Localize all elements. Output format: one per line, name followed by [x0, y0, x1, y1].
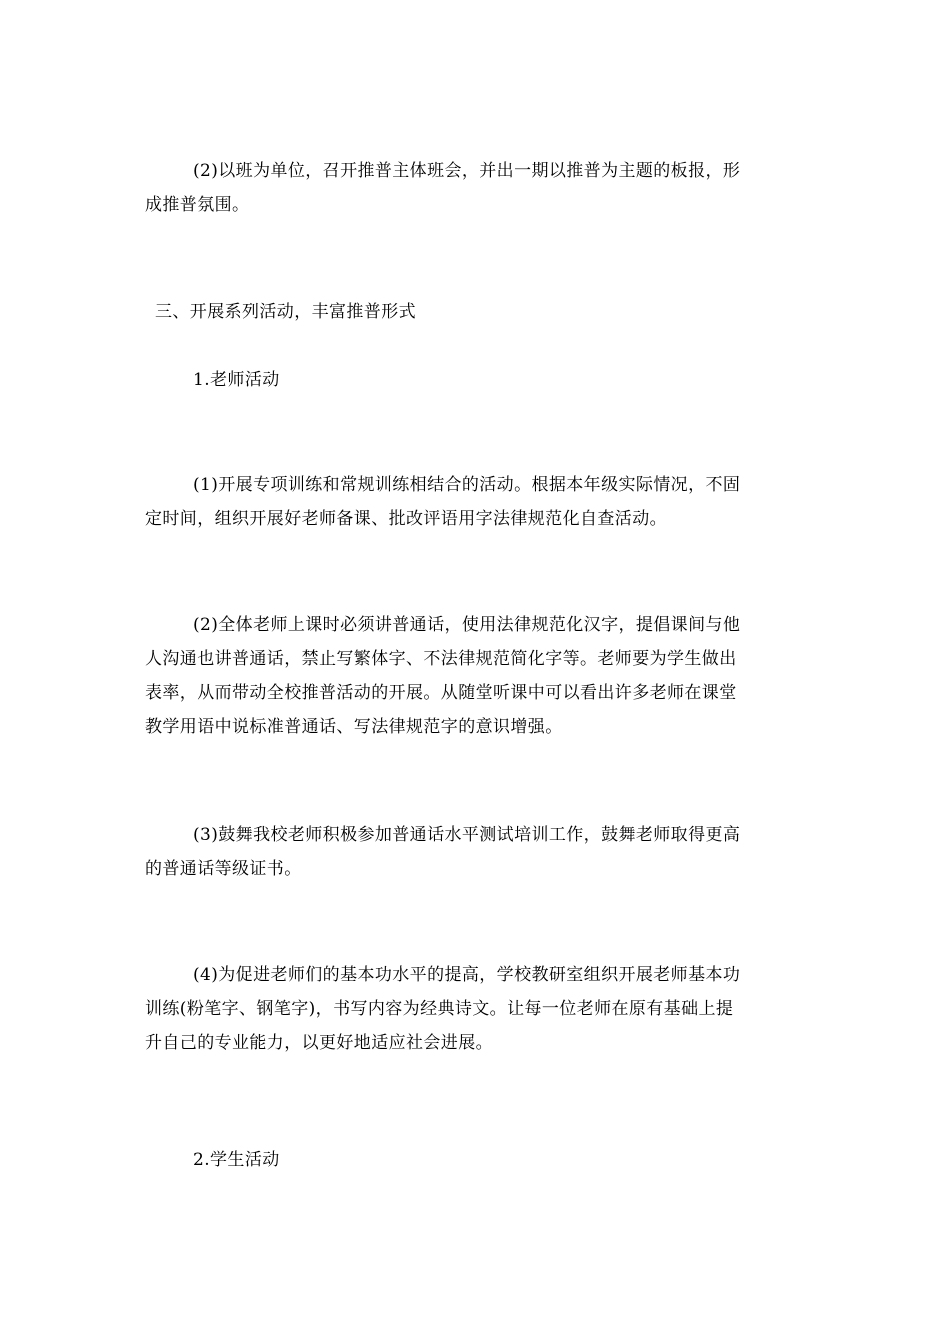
text-line: 表率，从而带动全校推普活动的开展。从随堂听课中可以看出许多老师在课堂: [145, 683, 737, 703]
text-line: 的普通话等级证书。: [145, 859, 302, 879]
text-line: (2)以班为单位，召开推普主体班会，并出一期以推普为主题的板报，形: [193, 161, 741, 181]
text-line: 成推普氛围。: [145, 195, 250, 215]
paragraph-teacher-skills: [145, 958, 805, 1060]
text-line: (3)鼓舞我校老师积极参加普通话水平测试培训工作，鼓舞老师取得更高: [193, 825, 741, 845]
text-line: 人沟通也讲普通话，禁止写繁体字、不法律规范简化字等。老师要为学生做出: [145, 649, 737, 669]
text-line: 定时间，组织开展好老师备课、批改评语用字法律规范化自查活动。: [145, 509, 667, 529]
paragraph-teacher-training: [145, 468, 805, 536]
subheading-teacher-activities: 1.老师活动: [193, 370, 280, 390]
paragraph-class-meeting: [145, 154, 805, 222]
text-line: (2)全体老师上课时必须讲普通话，使用法律规范化汉字，提倡课间与他: [193, 615, 741, 635]
text-line: 升自己的专业能力，以更好地适应社会进展。: [145, 1033, 493, 1053]
text-line: (4)为促进老师们的基本功水平的提高，学校教研室组织开展老师基本功: [193, 965, 741, 985]
section-heading-activities: 三、开展系列活动，丰富推普形式: [155, 302, 416, 322]
paragraph-teacher-certificate: [145, 818, 805, 886]
text-line: (1)开展专项训练和常规训练相结合的活动。根据本年级实际情况，不固: [193, 475, 741, 495]
text-line: 训练(粉笔字、钢笔字)，书写内容为经典诗文。让每一位老师在原有基础上提: [145, 999, 734, 1019]
paragraph-teacher-mandarin: [145, 608, 805, 744]
text-line: 教学用语中说标准普通话、写法律规范字的意识增强。: [145, 717, 563, 737]
subheading-student-activities: 2.学生活动: [193, 1150, 280, 1170]
